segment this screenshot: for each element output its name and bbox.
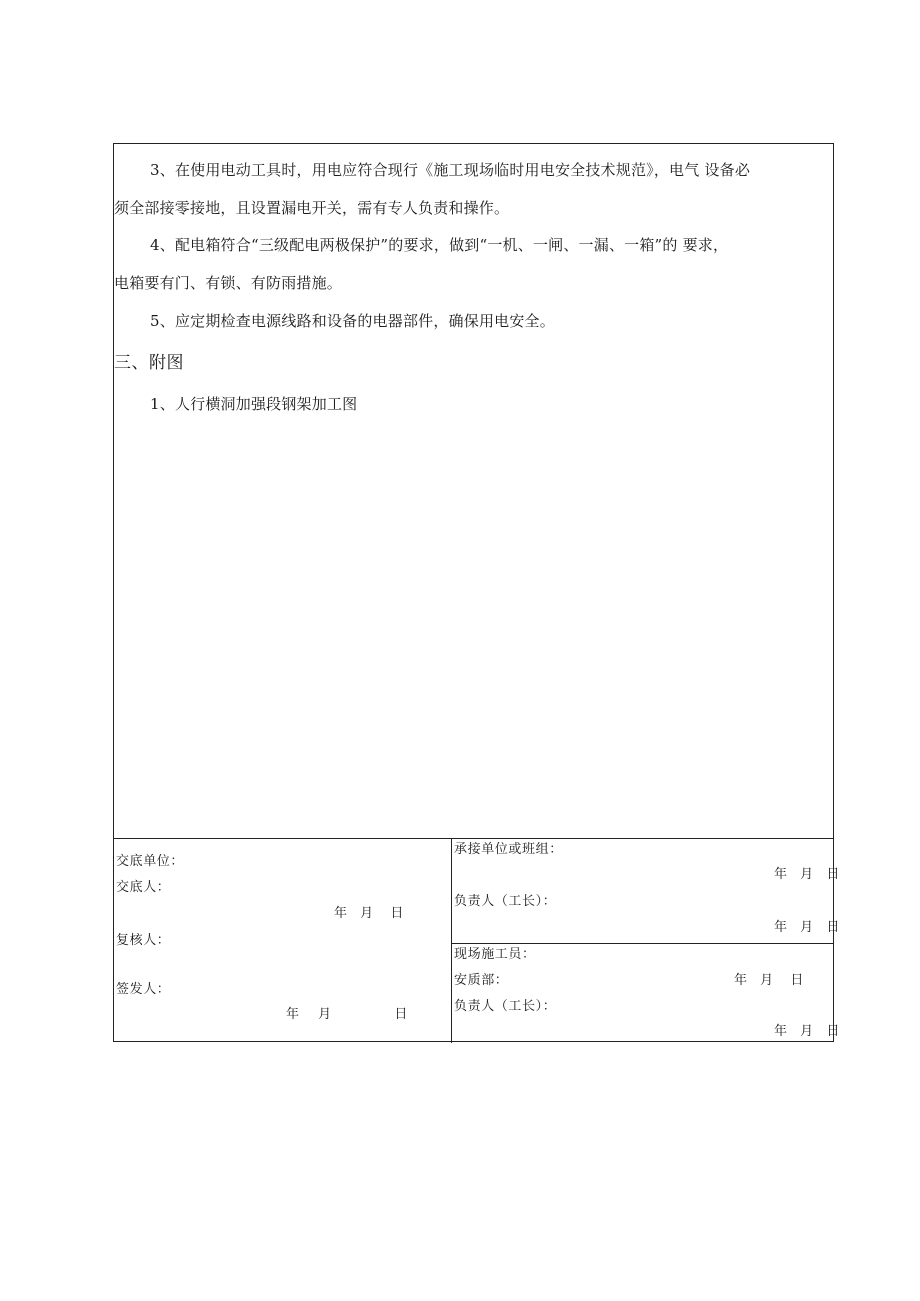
safety-dept-label: 安质部： bbox=[454, 973, 509, 988]
paragraph-3-line-2: 须全部接零接地，且设置漏电开关，需有专人负责和操作。 bbox=[114, 199, 510, 217]
issuer-date: 年 月 日 bbox=[286, 1007, 408, 1022]
content-area bbox=[114, 144, 833, 838]
discloser-label: 交底人： bbox=[116, 880, 171, 895]
issuing-unit-label: 交底单位： bbox=[116, 854, 185, 869]
disclosure-form bbox=[113, 143, 840, 1042]
safety-dept-date: 年 月 日 bbox=[734, 973, 804, 988]
receiver-cell bbox=[452, 839, 840, 944]
site-cell bbox=[452, 944, 840, 1043]
site-worker-label: 现场施工员： bbox=[454, 947, 536, 962]
sign-off-table bbox=[114, 838, 840, 1043]
issuer-label: 签发人： bbox=[116, 982, 171, 997]
discloser-date: 年 月 日 bbox=[334, 906, 404, 921]
foreman-date: 年 月 日 bbox=[774, 920, 840, 935]
site-foreman-date: 年 月 日 bbox=[774, 1024, 840, 1039]
paragraph-4-line-1: 4、配电箱符合“三级配电两极保护”的要求，做到“一机、一闸、一漏、一箱”的 要求， bbox=[150, 236, 729, 254]
foreman-label: 负责人（工长）： bbox=[454, 894, 557, 909]
reviewer-label: 复核人： bbox=[116, 933, 171, 948]
receiver-label: 承接单位或班组： bbox=[454, 842, 563, 857]
receiver-date: 年 月 日 bbox=[774, 867, 840, 882]
receiver-column bbox=[452, 839, 840, 1043]
issuer-cell bbox=[114, 839, 452, 1043]
section-heading: 三、附图 bbox=[114, 353, 184, 373]
paragraph-3-line-1: 3、在使用电动工具时，用电应符合现行《施工现场临时用电安全技术规范》，电气 设备必 bbox=[150, 161, 751, 179]
figure-item: 1、人行横洞加强段钢架加工图 bbox=[150, 395, 358, 413]
paragraph-5: 5、应定期检查电源线路和设备的电器部件，确保用电安全。 bbox=[150, 312, 555, 330]
site-foreman-label: 负责人（工长）： bbox=[454, 999, 557, 1014]
paragraph-4-line-2: 电箱要有门、有锁、有防雨措施。 bbox=[114, 274, 343, 292]
